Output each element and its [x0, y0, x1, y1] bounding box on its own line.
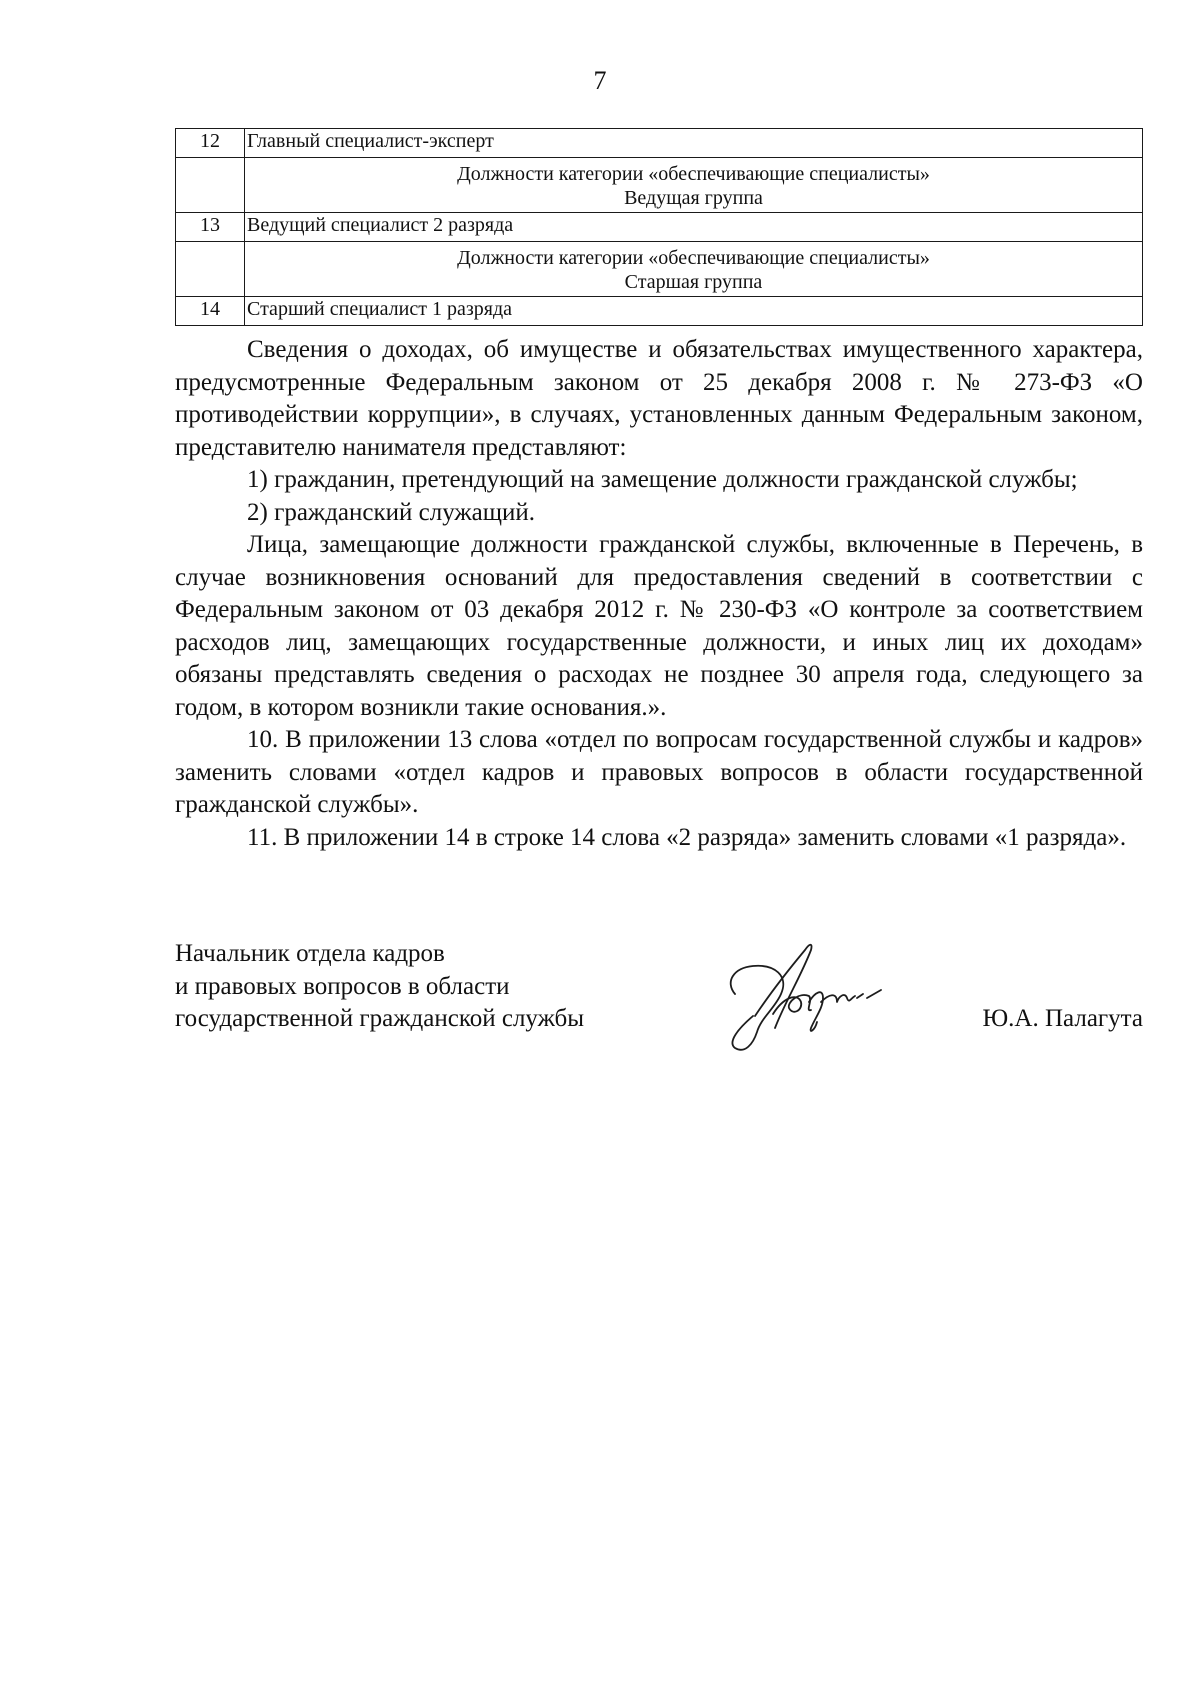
paragraph-point-11: 11. В приложении 14 в строке 14 слова «2 разряда» заменить словами «1 разряда».	[247, 823, 1127, 851]
position-title: Старший специалист 1 разряда	[245, 297, 1143, 326]
row-number: 13	[176, 213, 245, 242]
signer-title-line: Начальник отдела кадров	[175, 940, 445, 967]
signature-block	[175, 938, 1143, 1068]
category-row	[176, 242, 1143, 297]
signer-name: Ю.А. Палагута	[982, 1005, 1143, 1032]
paragraph-item-citizen: 1) гражданин, претендующий на замещение должности гражданской службы;	[247, 466, 1078, 493]
signer-title-line: и правовых вопросов в области	[175, 972, 510, 1000]
category-heading	[245, 242, 1143, 297]
paragraph-point-10: 10. В приложении 13 слова «отдел по вопросам государственной службы и кадров» заменить словами «отдел кадров и правовых вопросов в области государственной гражданской службы».	[175, 726, 1143, 818]
category-name: Должности категории «обеспечивающие специалисты»	[457, 247, 930, 269]
paragraph-item-servant: 2) гражданский служащий.	[247, 498, 536, 526]
page-number: 7	[593, 66, 607, 95]
category-group: Ведущая группа	[624, 187, 763, 209]
handwritten-signature	[705, 932, 895, 1062]
document-body	[175, 334, 1143, 854]
category-group: Старшая группа	[624, 271, 763, 293]
position-title: Ведущий специалист 2 разряда	[245, 213, 1143, 242]
row-number: 12	[176, 129, 245, 158]
row-number: 14	[176, 297, 245, 326]
category-row	[176, 158, 1143, 213]
signer-title-line: государственной гражданской службы	[175, 1005, 585, 1032]
table-row	[176, 213, 1143, 242]
table-row	[176, 297, 1143, 326]
signer-title	[175, 938, 584, 1036]
category-name: Должности категории «обеспечивающие специалисты»	[457, 163, 930, 185]
position-title: Главный специалист-эксперт	[245, 129, 1143, 158]
table-row	[176, 129, 1143, 158]
paragraph-income-info: Сведения о доходах, об имуществе и обязательствах имущественного характера, предусмотренные Федеральным законом от 25 декабря 2008 г. № 273-ФЗ «О противодействии коррупции», в случаях, установленных данным Федеральным законом, представителю нанимателя представляют:	[175, 336, 1143, 461]
positions-table	[175, 128, 1143, 326]
paragraph-expenses: Лица, замещающие должности гражданской службы, включенные в Перечень, в случае возникновения оснований для предоставления сведений в соответствии с Федеральным законом от 03 декабря 2012 г. № 230-ФЗ «О контроле за соответствием расходов лиц, замещающих государственные должности, и иных лиц их доходам» обязаны представлять сведения о расходах не позднее 30 апреля года, следующего за годом, в котором возникли такие основания.».	[175, 531, 1143, 721]
category-heading	[245, 158, 1143, 213]
